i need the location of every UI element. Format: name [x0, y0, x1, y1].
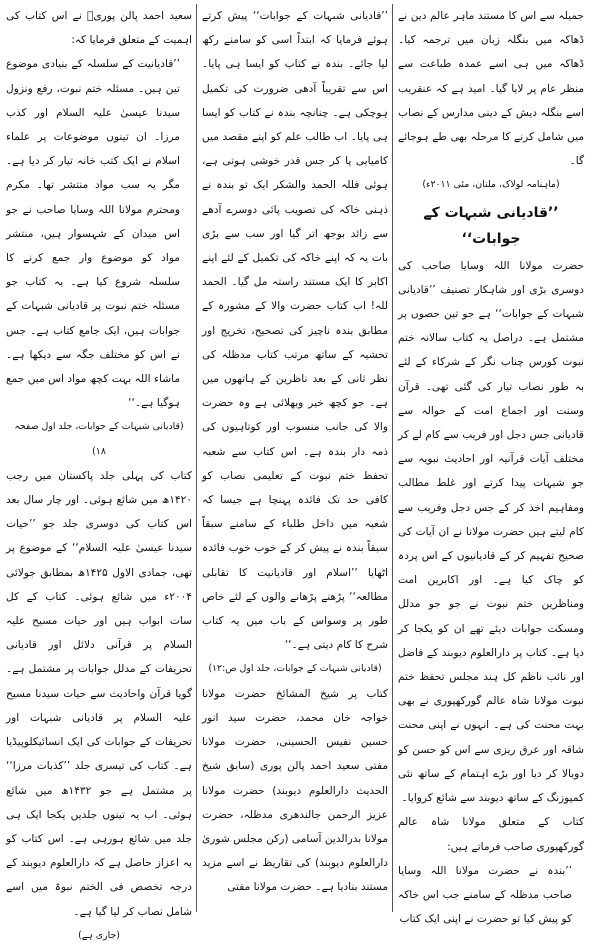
citation: (قادیانی شبہات کے جوابات، جلد اول صفحہ ۱۸) — [14, 421, 184, 457]
column-right — [398, 4, 584, 926]
block-quote: ’’قادیانیت کے سلسلہ کے بنیادی موضوع تین ہیں۔ مسئلہ ختم نبوت، رفع ونزول سیدنا عیسیٰ علیہ السلام اور کذب مرزا۔ ان تینوں موضوعات پر علماء اسلام نے ایک کتب خانہ تیار کر دیا ہے۔ مگر یہ سب مواد منتشر تھا۔ مکرم ومحترم مولانا اللہ وسایا صاحب نے جو اس میدان کے شہسوار ہیں، منتشر مواد کو موضوع وار جمع کرنے کا سلسلہ شروع کیا ہے۔ یہ کتاب جو مسئلہ ختم نبوت پر قادیانی شبہات کے جوابات ہیں، ایک جامع کتاب ہے۔ جس نے اس کو مختلف جگہ سے دیکھا ہے۔ ماشاء اللہ بہت کچھ مواد اس میں جمع ہوگیا ہے۔‘‘ — [6, 58, 180, 410]
column-divider — [196, 4, 197, 912]
paragraph: کتاب کی پہلی جلد پاکستان میں رجب ۱۴۲۰ھ میں شائع ہوئی۔ اور چار سال بعد اس کتاب کی دوسری جلد جو ’’حیات سیدنا عیسیٰ علیہ السلام‘‘ کے موضوع پر تھی، جمادی الاول ۱۴۲۵ھ بمطابق جولائی ۲۰۰۴ء میں شائع ہوئی۔ کتاب کے کل سات ابواب ہیں اور حیات مسیح علیہ السلام پر قرآنی دلائل اور قادیانی تحریفات کے مدلل جوابات پر مشتمل ہے۔ گویا قرآن واحادیث سے حیات سیدنا مسیح علیہ السلام پر قادیانی شبہات اور تحریفات کے جوابات کی ایک انسائیکلوپیڈیا ہے۔ کتاب کی تیسری جلد ’’کذبات مرزا‘‘ پر مشتمل ہے جو ۱۴۳۲ھ میں شائع ہوئی۔ اب یہ تینوں جلدیں یکجا ایک ہی جلد میں شائع ہورہی ہے۔ اس کتاب کو یہ اعزاز حاصل ہے کہ دارالعلوم دیوبند کے درجہ تخصص فی الختم نبوۃ میں اسے شامل نصاب کر لیا گیا ہے۔ — [6, 469, 192, 918]
paragraph: سعید احمد پالن پوریؒ نے اس کتاب کی اہمیت کے متعلق فرمایا کہ: — [6, 10, 192, 47]
paragraph: کتاب کے متعلق مولانا شاہ عالم گورکھپوری صاحب فرماتے ہیں: — [398, 816, 584, 853]
paragraph: جمیلہ سے اس کا مستند ماہر عالم دین نے ڈھاکہ میں بنگلہ زبان میں ترجمہ کیا۔ ڈھاکہ میں ہی اسے عمدہ طباعت سے منظر عام پر لایا گیا۔ امید ہے کہ عنقریب اسے بنگلہ دیش کے دینی مدارس کے نصاب میں شامل کرنے کا مرحلہ بھی طے ہوجائے گا۔ — [398, 10, 584, 168]
column-left — [6, 4, 192, 941]
continued-note: (جاری ہے) — [78, 929, 120, 941]
section-heading: ’’قادیانی شبہات کے جوابات‘‘ — [423, 204, 559, 247]
paragraph: ’’قادیانی شبہات کے جوابات‘‘ پیش کرتے ہوئے فرمایا کہ ابتداً اسی کو سامنے رکھ لیا جائے۔ بندہ نے کتاب کو ایسا ہی پایا۔ اس سے تقریباً آدھی ضرورت کی تکمیل ہوچکی ہے۔ چنانچہ بندہ نے کتاب کو ایسا ہی پایا۔ اب طالب علم کو اپنے مقصد میں کامیابی پا کر جس قدر خوشی ہوتی ہے، ہوئی فللہ الحمد والشکر ایک تو بندہ نے ذہنی خاکہ کی تصویب پائی دوسرے آدھے سے زائد بوجھ اتر گیا اور سب سے بڑی بات یہ کہ اپنے خاکہ کی تکمیل کے لئے اپنے اکابر کا ایک مستند راستہ مل گیا۔ الحمد للہ! اب کتاب حضرت والا کے مشورہ کے مطابق بندہ ناچیز کی تصحیح، تخریج اور تحشیہ کے ساتھ مرتب کتاب مدظلہ کی نظر ثانی کے بعد ناظرین کے ہاتھوں میں ہے۔ جو کچھ خیر وبھلائی ہے وہ حضرت والا کی جانب منسوب اور کوتاہیوں کی ذمہ دار بندہ ہے۔ اس کتاب سے شعبہ تحفظ ختم نبوت کے تعلیمی نصاب کو کافی حد تک فائدہ پہنچا ہے جیسا کہ شعبہ میں داخل طلباء کے سامنے سبقاً سبقاً بندہ نے پیش کر کے خوب خوب فائدہ اٹھایا ’’اسلام اور قادیانیت کا تقابلی مطالعہ‘‘ پڑھنے پڑھانے والوں کے لئے خاص طور پر وسواس کے باب میں یہ کتاب شرح کا کام دیتی ہے۔‘‘ — [202, 10, 388, 652]
citation: (قادیانی شبہات کے جوابات، جلد اول ص:۱۲) — [208, 663, 382, 675]
column-middle — [202, 4, 388, 916]
paragraph: کتاب پر شیخ المشائخ حضرت مولانا خواجہ خان محمد، حضرت سید انور حسین نفیس الحسینی، حضرت مولانا مفتی سعید احمد پالن پوری (سابق شیخ الحدیث دارالعلوم دیوبند) حضرت مولانا عزیز الرحمن جالندھری مدظلہ، حضرت مولانا بدرالدین آسامی (رکن مجلس شوریٰ دارالعلوم دیوبند) کی تقاریظ نے اسے مزید مستند بنادیا ہے۔ حضرت مولانا مفتی — [202, 687, 388, 894]
block-quote: ’’بندہ نے حضرت مولانا اللہ وسایا صاحب مدظلہ کے سامنے جب اس خاکہ کو پیش کیا تو حضرت نے اپنی ایک کتاب — [398, 864, 572, 926]
paragraph: حضرت مولانا اللہ وسایا صاحب کی دوسری بڑی اور شاہکار تصنیف ’’قادیانی شبہات کے جوابات‘‘ ہے جو تین حصوں پر مشتمل ہے۔ دراصل یہ کتاب سالانہ ختم نبوت کورس چناب نگر کے شرکاء کے لئے بہ طور نصاب تیار کی گئی تھی۔ قرآن وسنت اور اجماع امت کے حوالہ سے قادیانی جس دجل اور فریب سے کام لے کر مختلف آیات قرآنیہ اور احادیث نبویہ سے جو شبہات پیدا کرتے اور غلط مطالب ومفاہیم اخذ کر کے جس دجل وفریب سے کام لیتے ہیں حضرت مولانا نے ان آیات کی صحیح تفہیم کر کے قادیانیوں کے اس پردہ کو چاک کیا ہے۔ اور اکابرین امت ومناظرین ختم نبوت نے جو جو مدلل ومسکت جوابات دیئے تھے ان کو یکجا کر دیا ہے۔ کتاب پر دارالعلوم دیوبند کے فاضل اور نائب ناظم کل ہند مجلس تحفظ ختم نبوت مولانا شاہ عالم گورکھپوری نے بھی بہت محنت کی ہے۔ انہوں نے اپنی محنت شاقہ اور عرق ریزی سے اس کو حسن کو دوبالا کر دیا اور بڑے اہتمام کے ساتھ نئی کمپوزنگ کے ساتھ دیوبند سے شائع کروایا۔ — [398, 259, 584, 805]
column-divider — [392, 4, 393, 912]
citation: (ماہنامہ لولاک، ملتان، مئی ۲۰۱۱ء) — [422, 179, 560, 191]
